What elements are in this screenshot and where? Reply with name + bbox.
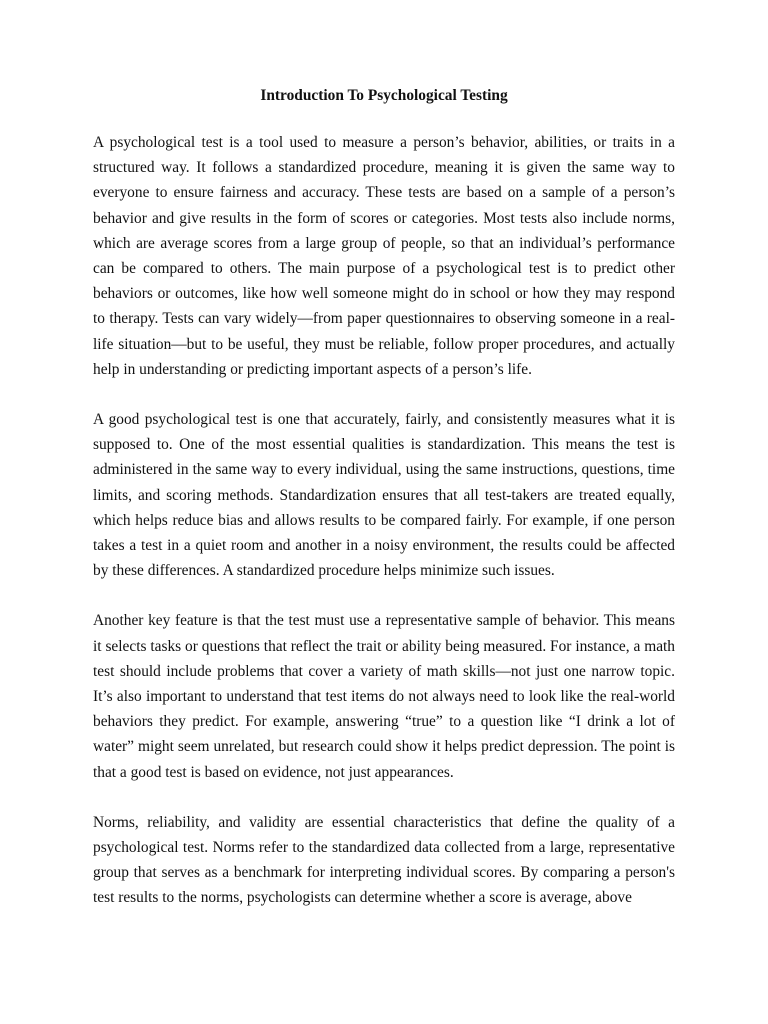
paragraph-1: A psychological test is a tool used to measure a person’s behavior, abilities, or traits in a structured way. It follows a standardized procedure, meaning it is given the same way to everyone to ensure fairness and accuracy. These tests are based on a sample of a person’s behavior and give results in the form of scores or categories. Most tests also include norms, which are average scores from a large group of people, so that an individual’s performance can be compared to others. The main purpose of a psychological test is to predict other behaviors or outcomes, like how well someone might do in school or how they may respond to therapy. Tests can vary widely—from paper questionnaires to observing someone in a real-life situation—but to be useful, they must be reliable, follow proper procedures, and actually help in understanding or predicting important aspects of a person’s life. bbox=[93, 134, 675, 378]
paragraph-2: A good psychological test is one that accurately, fairly, and consistently measures what it is supposed to. One of the most essential qualities is standardization. This means the test is administered in the same way to every individual, using the same instructions, questions, time limits, and scoring methods. Standardization ensures that all test-takers are treated equally, which helps reduce bias and allows results to be compared fairly. For example, if one person takes a test in a quiet room and another in a noisy environment, the results could be affected by these differences. A standardized procedure helps minimize such issues. bbox=[93, 411, 675, 580]
paragraph-3: Another key feature is that the test must use a representative sample of behavior. This means it selects tasks or questions that reflect the trait or ability being measured. For instance, a math test should include problems that cover a variety of math skills—not just one narrow topic. It’s also important to understand that test items do not always need to look like the real-world behaviors they predict. For example, answering “true” to a question like “I drink a lot of water” might seem unrelated, but research could show it helps predict depression. The point is that a good test is based on evidence, not just appearances. bbox=[93, 612, 675, 781]
document-title: Introduction To Psychological Testing bbox=[260, 87, 508, 104]
paragraph-4: Norms, reliability, and validity are essential characteristics that define the quality of a psychological test. Norms refer to the standardized data collected from a large, representative group that serves as a benchmark for interpreting individual scores. By comparing a person's test results to the norms, psychologists can determine whether a score is average, above bbox=[93, 813, 675, 907]
